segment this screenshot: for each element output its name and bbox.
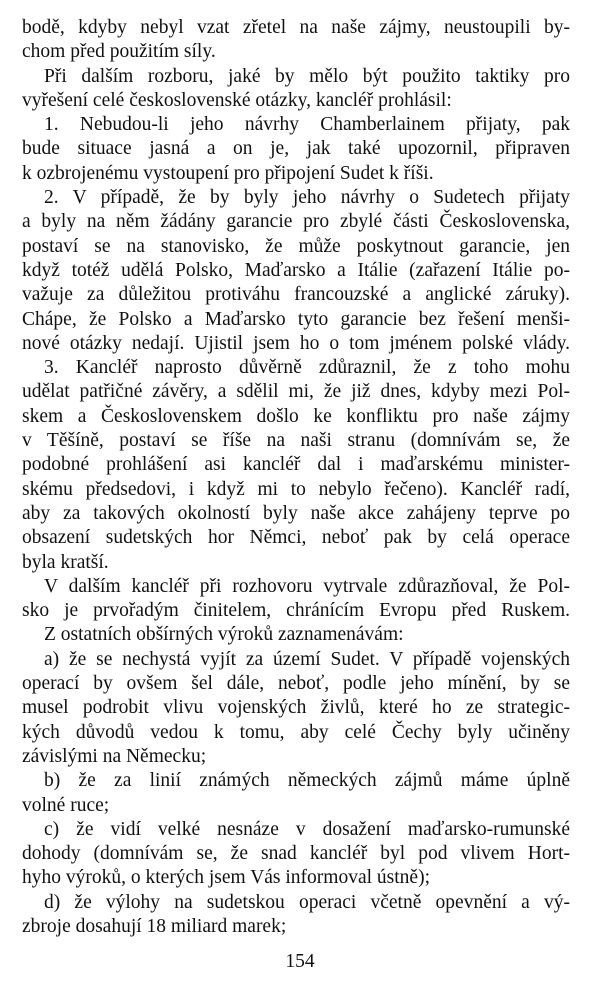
page-number: 154	[285, 951, 315, 972]
text-line: nové otázky nedají. Ujistil jsem ho o tom jménem polské vlády.	[22, 332, 570, 354]
text-line: obsazení sudetských hor Němci, neboť pak by celá operace	[22, 527, 570, 549]
text-line: bodě, kdyby nebyl vzat zřetel na naše zájmy, neustoupili by-	[22, 17, 570, 38]
text-line: 1. Nebudou-li jeho návrhy Chamberlainem přijaty, pak	[44, 114, 570, 136]
text-line: operací by ovšem šel dále, neboť, podle jeho mínění, by se	[22, 673, 570, 695]
text-line: Z ostatních obšírných výroků zaznamenávám:	[44, 624, 404, 646]
text-line: d) že výlohy na sudetskou operaci včetně opevnění a vý-	[44, 891, 570, 913]
text-line: Chápe, že Polsko a Maďarsko tyto garancie bez řešení menši-	[22, 308, 570, 330]
text-line: skem a Československem došlo ke konfliktu pro naše zájmy	[22, 405, 570, 427]
text-line: v Těšíně, postaví se říše na naši stranu (domnívám se, že	[22, 430, 570, 452]
body-text	[22, 16, 570, 939]
text-line: chom před použitím síly.	[22, 41, 216, 63]
text-line: zbroje dosahují 18 miliard marek;	[22, 915, 287, 937]
text-line: skému předsedovi, i když mi to nebylo řečeno). Kancléř radí,	[22, 478, 570, 500]
text-line: postaví se na stanovisko, že může poskytnout garancie, jen	[22, 235, 570, 257]
text-line: Při dalším rozboru, jaké by mělo být použito taktiky pro	[44, 65, 570, 87]
text-line: sko je prvořadým činitelem, chránícím Evropu před Ruskem.	[22, 600, 570, 622]
text-line: a) že se nechystá vyjít za území Sudet. V případě vojenských	[44, 648, 570, 670]
text-line: 3. Kancléř naprosto důvěrně zdůraznil, že z toho mohu	[44, 357, 570, 379]
text-line: když totéž udělá Polsko, Maďarsko a Itálie (zařazení Itálie po-	[22, 259, 570, 281]
text-line: aby za takových okolností byly naše akce zahájeny teprve po	[22, 502, 570, 524]
text-line: c) že vidí velké nesnáze v dosažení maďarsko-rumunské	[44, 818, 570, 840]
text-line: musel podrobit vlivu vojenských živlů, které ho ze strategic-	[22, 697, 570, 719]
text-line: važuje za důležitou protiváhu francouzské a anglické záruky).	[22, 284, 570, 306]
text-line: 2. V případě, že by byly jeho návrhy o Sudetech přijaty	[44, 187, 570, 209]
text-line: vyřešení celé československé otázky, kancléř prohlásil:	[22, 89, 452, 111]
text-line: dohody (domnívám se, že snad kancléř byl pod vlivem Hort-	[22, 843, 570, 865]
text-line: bude situace jasná a on je, jak také upozornil, připraven	[22, 138, 570, 160]
text-line: podobné prohlášení asi kancléř dal i maďarskému minister-	[22, 454, 570, 476]
text-line: byla kratší.	[22, 551, 109, 573]
text-line: udělat patřičné závěry, a sdělil mi, že již dnes, kdyby mezi Pol-	[22, 381, 570, 403]
text-line: závislými na Německu;	[22, 745, 207, 767]
text-line: k ozbrojenému vystoupení pro připojení Sudet k říši.	[22, 162, 434, 184]
text-line: kých důvodů vedou k tomu, aby celé Čechy byly učiněny	[22, 721, 570, 743]
text-line: b) že za linií známých německých zájmů máme úplně	[44, 770, 570, 792]
text-line: a byly na něm žádány garancie pro zbylé části Československa,	[22, 211, 570, 233]
text-line: V dalším kancléř při rozhovoru vytrvale zdůrazňoval, že Pol-	[44, 575, 570, 597]
text-line: volné ruce;	[22, 794, 110, 816]
text-line: hyho výroků, o kterých jsem Vás informoval ústně);	[22, 867, 430, 889]
